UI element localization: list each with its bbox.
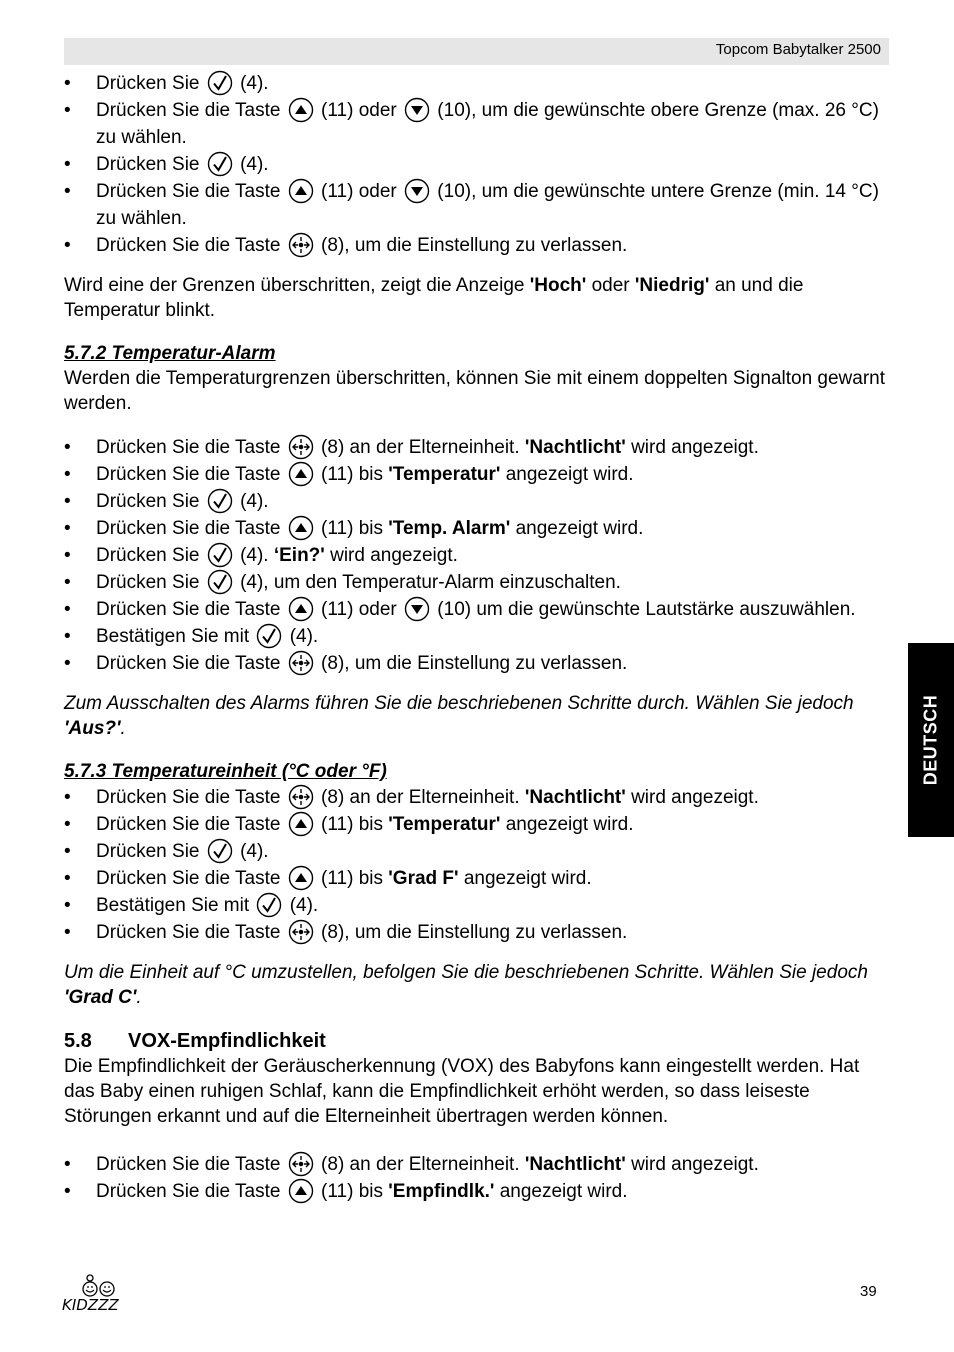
alarm-off-note: Zum Ausschalten des Alarms führen Sie die beschriebenen Schritte durch. Wählen Sie jedoch 'Aus?'. — [64, 693, 854, 739]
up-arrow-circle-icon — [288, 515, 314, 541]
up-arrow-circle-icon — [288, 811, 314, 837]
up-arrow-circle-icon — [288, 461, 314, 487]
checkmark-circle-icon — [207, 542, 233, 568]
section-intro: Die Empfindlichkeit der Geräuscherkennung (VOX) des Babyfons kann eingestellt werden. Hat das Baby einen ruhigen Schlaf, kann die Empfindlichkeit erhöht werden, so dass leiseste Störungen erkannt und auf die Elterneinheit übertragen werden können. — [64, 1056, 860, 1127]
vox-steps-list — [64, 1151, 894, 1205]
list-item: • Drücken Sie die Taste (8) an der Elterneinheit. 'Nachtlicht' wird angezeigt. — [64, 434, 894, 461]
header-title: Topcom Babytalker 2500 — [715, 41, 881, 58]
page-content — [64, 70, 894, 1205]
list-item: • Drücken Sie (4). ‘Ein?' wird angezeigt. — [64, 542, 894, 569]
down-arrow-circle-icon — [404, 97, 430, 123]
checkmark-circle-icon — [207, 838, 233, 864]
menu-exit-icon — [288, 434, 314, 460]
checkmark-circle-icon — [207, 151, 233, 177]
list-item: • Drücken Sie (4). — [64, 70, 894, 97]
list-item: • Drücken Sie die Taste (11) bis 'Empfindlk.' angezeigt wird. — [64, 1178, 894, 1205]
section-heading-5-7-2: 5.7.2 Temperatur-Alarm — [64, 343, 276, 364]
list-item: • Drücken Sie die Taste (11) oder (10), um die gewünschte untere Grenze (min. 14 °C) zu wählen. — [64, 178, 894, 232]
checkmark-circle-icon — [256, 623, 282, 649]
page-number: 39 — [860, 1283, 877, 1300]
menu-exit-icon — [288, 919, 314, 945]
section-heading-5-8: 5.8 VOX-Empfindlichkeit — [64, 1030, 326, 1052]
list-item: • Bestätigen Sie mit (4). — [64, 892, 894, 919]
temperature-alarm-steps-list — [64, 434, 894, 677]
list-item: • Drücken Sie die Taste (11) oder (10), um die gewünschte obere Grenze (max. 26 °C) zu wählen. — [64, 97, 894, 151]
menu-exit-icon — [288, 784, 314, 810]
list-item: • Drücken Sie die Taste (8), um die Einstellung zu verlassen. — [64, 232, 894, 259]
checkmark-circle-icon — [207, 70, 233, 96]
list-item: • Drücken Sie (4). — [64, 838, 894, 865]
down-arrow-circle-icon — [404, 596, 430, 622]
list-item: • Drücken Sie die Taste (11) bis 'Grad F' angezeigt wird. — [64, 865, 894, 892]
down-arrow-circle-icon — [404, 178, 430, 204]
list-item: • Drücken Sie (4), um den Temperatur-Alarm einzuschalten. — [64, 569, 894, 596]
section-heading-5-7-3: 5.7.3 Temperatureinheit (°C oder °F) — [64, 761, 387, 782]
list-item: • Bestätigen Sie mit (4). — [64, 623, 894, 650]
list-item: • Drücken Sie die Taste (8) an der Elterneinheit. 'Nachtlicht' wird angezeigt. — [64, 1151, 894, 1178]
menu-exit-icon — [288, 1151, 314, 1177]
up-arrow-circle-icon — [288, 596, 314, 622]
checkmark-circle-icon — [207, 488, 233, 514]
up-arrow-circle-icon — [288, 865, 314, 891]
list-item: • Drücken Sie (4). — [64, 488, 894, 515]
list-item: • Drücken Sie die Taste (8), um die Einstellung zu verlassen. — [64, 650, 894, 677]
checkmark-circle-icon — [207, 569, 233, 595]
temperature-unit-steps-list — [64, 784, 894, 946]
unit-celsius-note: Um die Einheit auf °C umzustellen, befolgen Sie die beschriebenen Schritte. Wählen Sie jedoch 'Grad C'. — [64, 962, 868, 1008]
limits-paragraph: Wird eine der Grenzen überschritten, zeigt die Anzeige 'Hoch' oder 'Niedrig' an und die Temperatur blinkt. — [64, 275, 804, 321]
checkmark-circle-icon — [256, 892, 282, 918]
header-bar — [64, 38, 889, 65]
list-item: • Drücken Sie die Taste (8), um die Einstellung zu verlassen. — [64, 919, 894, 946]
language-label: DEUTSCH — [920, 694, 941, 786]
menu-exit-icon — [288, 232, 314, 258]
list-item: • Drücken Sie die Taste (11) oder (10) um die gewünschte Lautstärke auszuwählen. — [64, 596, 894, 623]
up-arrow-circle-icon — [288, 1178, 314, 1204]
kidzzz-logo — [60, 1272, 134, 1316]
list-item: • Drücken Sie die Taste (11) bis 'Temp. Alarm' angezeigt wird. — [64, 515, 894, 542]
section-intro: Werden die Temperaturgrenzen überschritten, können Sie mit einem doppelten Signalton gewarnt werden. — [64, 368, 886, 414]
list-item: • Drücken Sie die Taste (11) bis 'Temperatur' angezeigt wird. — [64, 461, 894, 488]
language-side-tab — [908, 643, 954, 837]
up-arrow-circle-icon — [288, 178, 314, 204]
list-item: • Drücken Sie (4). — [64, 151, 894, 178]
list-item: • Drücken Sie die Taste (8) an der Elterneinheit. 'Nachtlicht' wird angezeigt. — [64, 784, 894, 811]
list-item: • Drücken Sie die Taste (11) bis 'Temperatur' angezeigt wird. — [64, 811, 894, 838]
up-arrow-circle-icon — [288, 97, 314, 123]
svg-text:KIDZZZ: KIDZZZ — [62, 1296, 119, 1314]
limits-steps-list — [64, 70, 894, 259]
menu-exit-icon — [288, 650, 314, 676]
